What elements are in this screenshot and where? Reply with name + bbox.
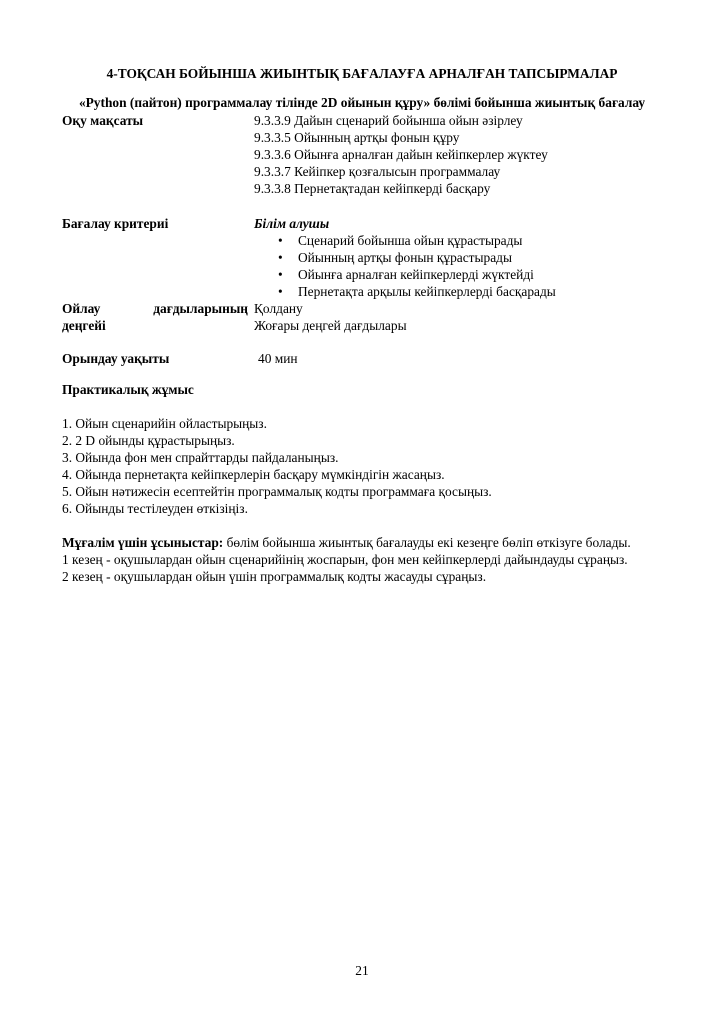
task-item: 1. Ойын сценарийін ойластырыңыз. [62,416,267,431]
criteria-item [278,232,662,249]
criteria-item-text: Ойынның артқы фонын құрастырады [298,250,512,265]
learning-goals-row [62,112,662,197]
teacher-recommendations [62,534,662,551]
document-page [62,64,662,585]
learning-goal-item: 9.3.3.7 Кейіпкер қозғалысын программалау [254,164,501,179]
duration-row [62,350,662,367]
thinking-level-label [62,300,254,334]
criteria-item [278,249,662,266]
thinking-level-value-line: Жоғары деңгей дағдылары [254,318,407,333]
criteria-item-text: Ойынға арналған кейіпкерлерді жүктейді [298,267,534,282]
task-item: 5. Ойын нәтижесін есептейтін программалық кодты программаға қосыңыз. [62,484,492,499]
thinking-level-label-word: дағдыларының [153,301,248,316]
thinking-level-row [62,300,662,334]
thinking-level-value-line: Қолдану [254,301,303,316]
task-item: 4. Ойында пернетақта кейіпкерлерін басқару мүмкіндігін жасаңыз. [62,467,445,482]
practical-work-heading: Практикалық жұмыс [62,382,194,397]
criteria-item-text: Сценарий бойынша ойын құрастырады [298,233,523,248]
page-title: 4-ТОҚСАН БОЙЫНША ЖИЫНТЫҚ БАҒАЛАУҒА АРНАЛҒАН ТАПСЫРМАЛАР [106,66,618,81]
task-item: 6. Ойынды тестілеуден өткізіңіз. [62,501,248,516]
learner-heading: Білім алушы [254,216,330,231]
learning-goals-list [254,112,662,197]
criteria-item-text: Пернетақта арқылы кейіпкерлерді басқарады [298,284,556,299]
task-item: 2. 2 D ойынды құрастырыңыз. [62,433,235,448]
task-list [62,415,662,517]
bullet-icon: • [278,267,283,282]
criteria-list [254,232,662,300]
assessment-criteria-label: Бағалау критериі [62,216,169,231]
criteria-item [278,266,662,283]
criteria-item [278,283,662,300]
stage-one: 1 кезең - оқушылардан ойын сценарийінің жоспарын, фон мен кейіпкерлерді дайындауды сұраңыз. [62,552,628,567]
thinking-level-value [254,300,662,334]
bullet-icon: • [278,250,283,265]
page-number: 21 [355,963,369,978]
bullet-icon: • [278,284,283,299]
learning-goal-item: 9.3.3.6 Ойынға арналған дайын кейіпкерлер жүктеу [254,147,548,162]
assessment-criteria-value [254,215,662,300]
assessment-criteria-row [62,215,662,300]
teacher-recommendations-text: бөлім бойынша жиынтық бағалауды екі кезеңге бөліп өткізуге болады. [223,535,631,550]
thinking-level-label-word: деңгейі [62,318,106,333]
stage-two: 2 кезең - оқушылардан ойын үшін программалық кодты жасауды сұраңыз. [62,569,487,584]
learning-goals-label: Оқу мақсаты [62,113,144,128]
learning-goal-item: 9.3.3.9 Дайын сценарий бойынша ойын әзірлеу [254,113,523,128]
thinking-level-label-word: Ойлау [62,301,101,316]
task-item: 3. Ойында фон мен спрайттарды пайдаланыңыз. [62,450,339,465]
learning-goal-item: 9.3.3.8 Пернетақтадан кейіпкерді басқару [254,181,491,196]
section-subtitle: «Python (пайтон) программалау тілінде 2D ойынын құру» бөлімі бойынша жиынтық бағалау [78,95,646,110]
learning-goal-item: 9.3.3.5 Ойынның артқы фонын құру [254,130,460,145]
bullet-icon: • [278,233,283,248]
duration-value: 40 мин [258,351,298,366]
teacher-recommendations-lead: Мұғалім үшін ұсыныстар: [62,535,224,550]
duration-label: Орындау уақыты [62,351,170,366]
